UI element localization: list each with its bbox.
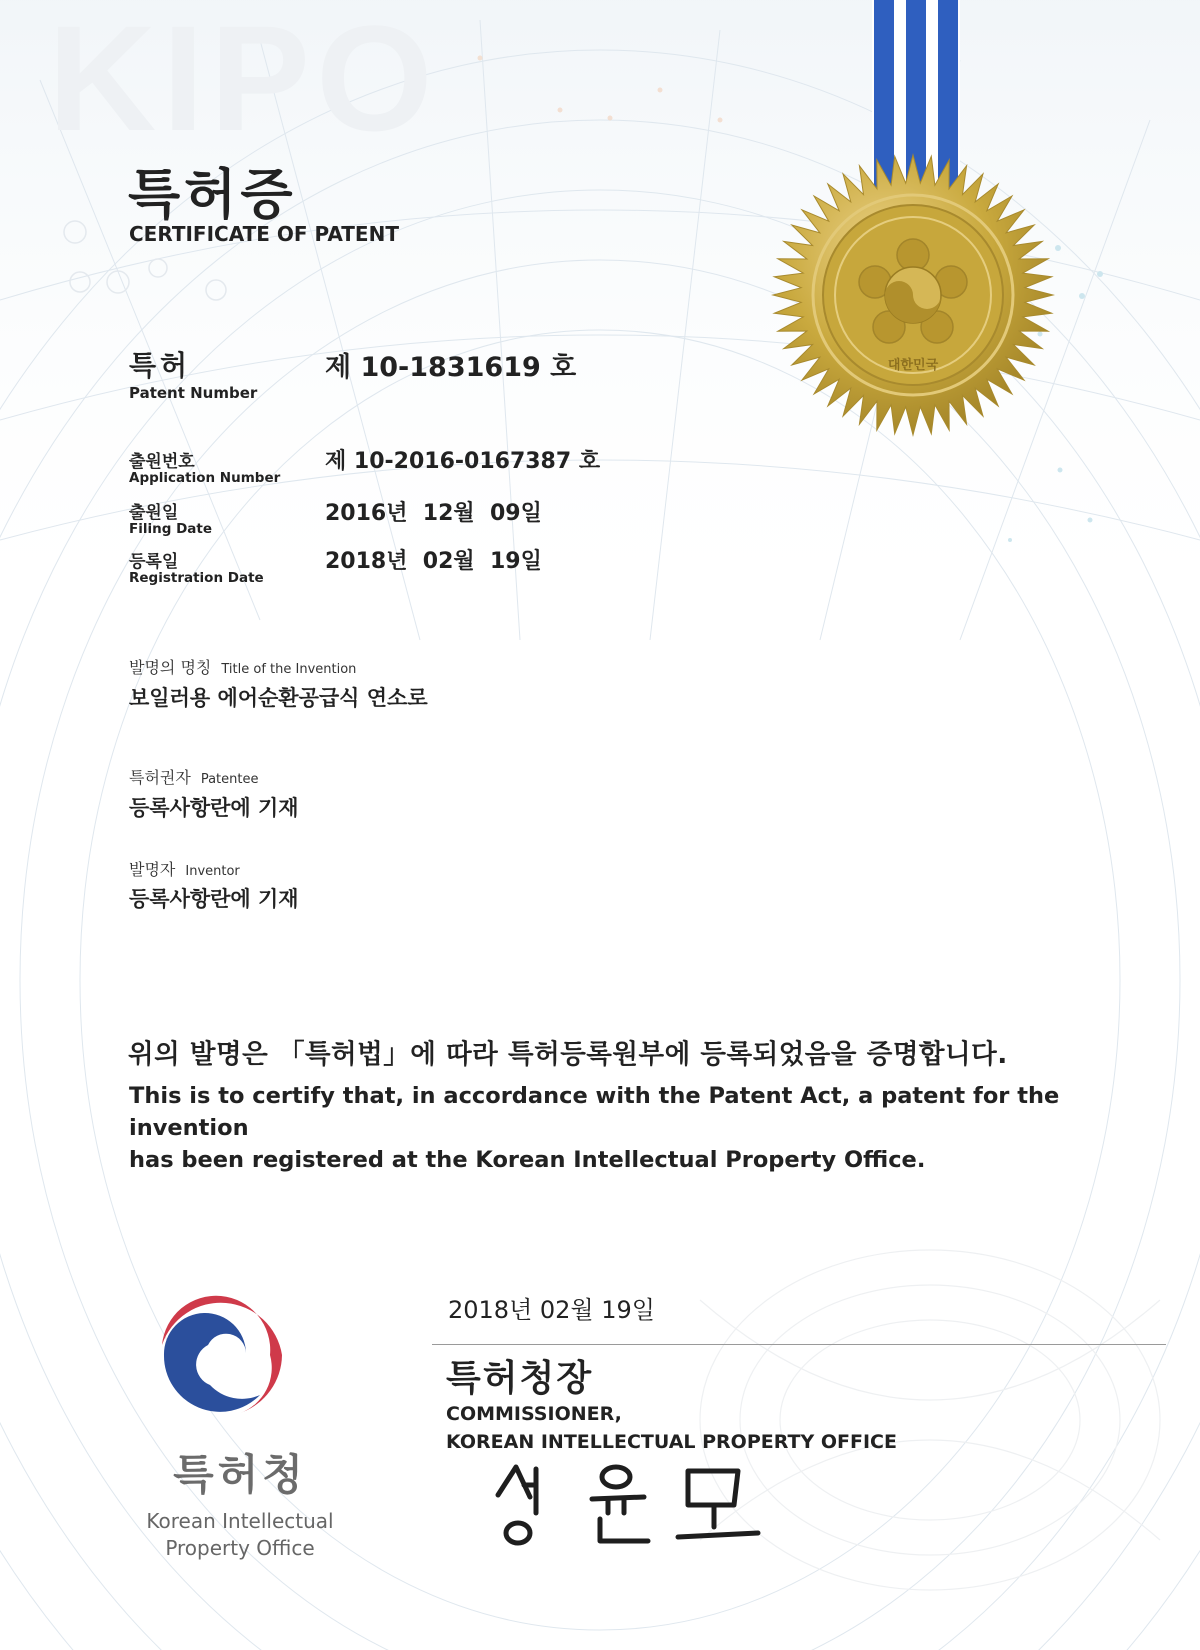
- commissioner-title-en-line1: COMMISSIONER,: [446, 1403, 622, 1425]
- kipo-logo-name: 특허청: [173, 1450, 307, 1499]
- inventor-label: 발명자: [129, 860, 176, 879]
- patent-number-label: 특허: [129, 349, 192, 382]
- certification-statement-en-line1: This is to certify that, in accordance with the Patent Act, a patent for the invention: [129, 1083, 1060, 1141]
- application-number-value: 제 10-2016-0167387 호: [325, 449, 601, 474]
- invention-title-label: 발명의 명칭: [129, 658, 212, 677]
- patentee-label: 특허권자: [129, 768, 191, 787]
- certification-statement-ko: 위의 발명은 「특허법」에 따라 특허등록원부에 등록되었음을 증명합니다.: [128, 1039, 1008, 1070]
- filing-date-label: 출원일: [129, 503, 179, 523]
- inventor-label-en: Inventor: [185, 864, 240, 879]
- certificate-subtitle: CERTIFICATE OF PATENT: [129, 222, 399, 246]
- commissioner-title-en-line2: KOREAN INTELLECTUAL PROPERTY OFFICE: [446, 1431, 897, 1453]
- invention-title-label-en: Title of the Invention: [221, 662, 357, 677]
- issue-date: 2018년 02월 19일: [448, 1296, 655, 1324]
- seal-text: 대한민국: [887, 358, 939, 373]
- registration-date-label-en: Registration Date: [129, 570, 264, 586]
- patent-number-value: 제 10-1831619 호: [325, 352, 577, 383]
- patentee-labels: [129, 765, 258, 788]
- registration-date-value: 2018년 02월 19일: [325, 549, 542, 574]
- certification-statement-en: [129, 1080, 1109, 1176]
- inventor-labels: [129, 857, 240, 880]
- filing-date-value: 2016년 12월 09일: [325, 501, 542, 526]
- patentee-label-en: Patentee: [200, 772, 259, 787]
- certificate-title: 특허증: [128, 163, 297, 226]
- kipo-logo-name-en-line2: Property Office: [165, 1536, 315, 1560]
- patent-number-label-en: Patent Number: [129, 384, 258, 402]
- invention-title-labels: [129, 655, 356, 678]
- inventor-value: 등록사항란에 기재: [129, 887, 299, 911]
- kipo-taeguk-logo: [150, 1285, 290, 1425]
- patentee-value: 등록사항란에 기재: [129, 796, 299, 820]
- invention-title-value: 보일러용 에어순환공급식 연소로: [129, 686, 428, 710]
- registration-date-label: 등록일: [129, 552, 179, 572]
- signature-divider: [432, 1344, 1166, 1345]
- kipo-logo-name-en-line1: Korean Intellectual: [146, 1509, 334, 1533]
- commissioner-title: 특허청장: [446, 1358, 594, 1399]
- certification-statement-en-line2: has been registered at the Korean Intellectual Property Office.: [129, 1147, 926, 1173]
- kipo-logo-name-en: [110, 1508, 370, 1562]
- commissioner-title-en: [446, 1400, 897, 1456]
- application-number-label-en: Application Number: [129, 470, 281, 486]
- handwritten-signature: [488, 1455, 768, 1555]
- gold-seal: [768, 150, 1058, 440]
- application-number-label: 출원번호: [129, 452, 195, 472]
- filing-date-label-en: Filing Date: [129, 521, 213, 537]
- watermark-text: KIPO: [48, 0, 439, 162]
